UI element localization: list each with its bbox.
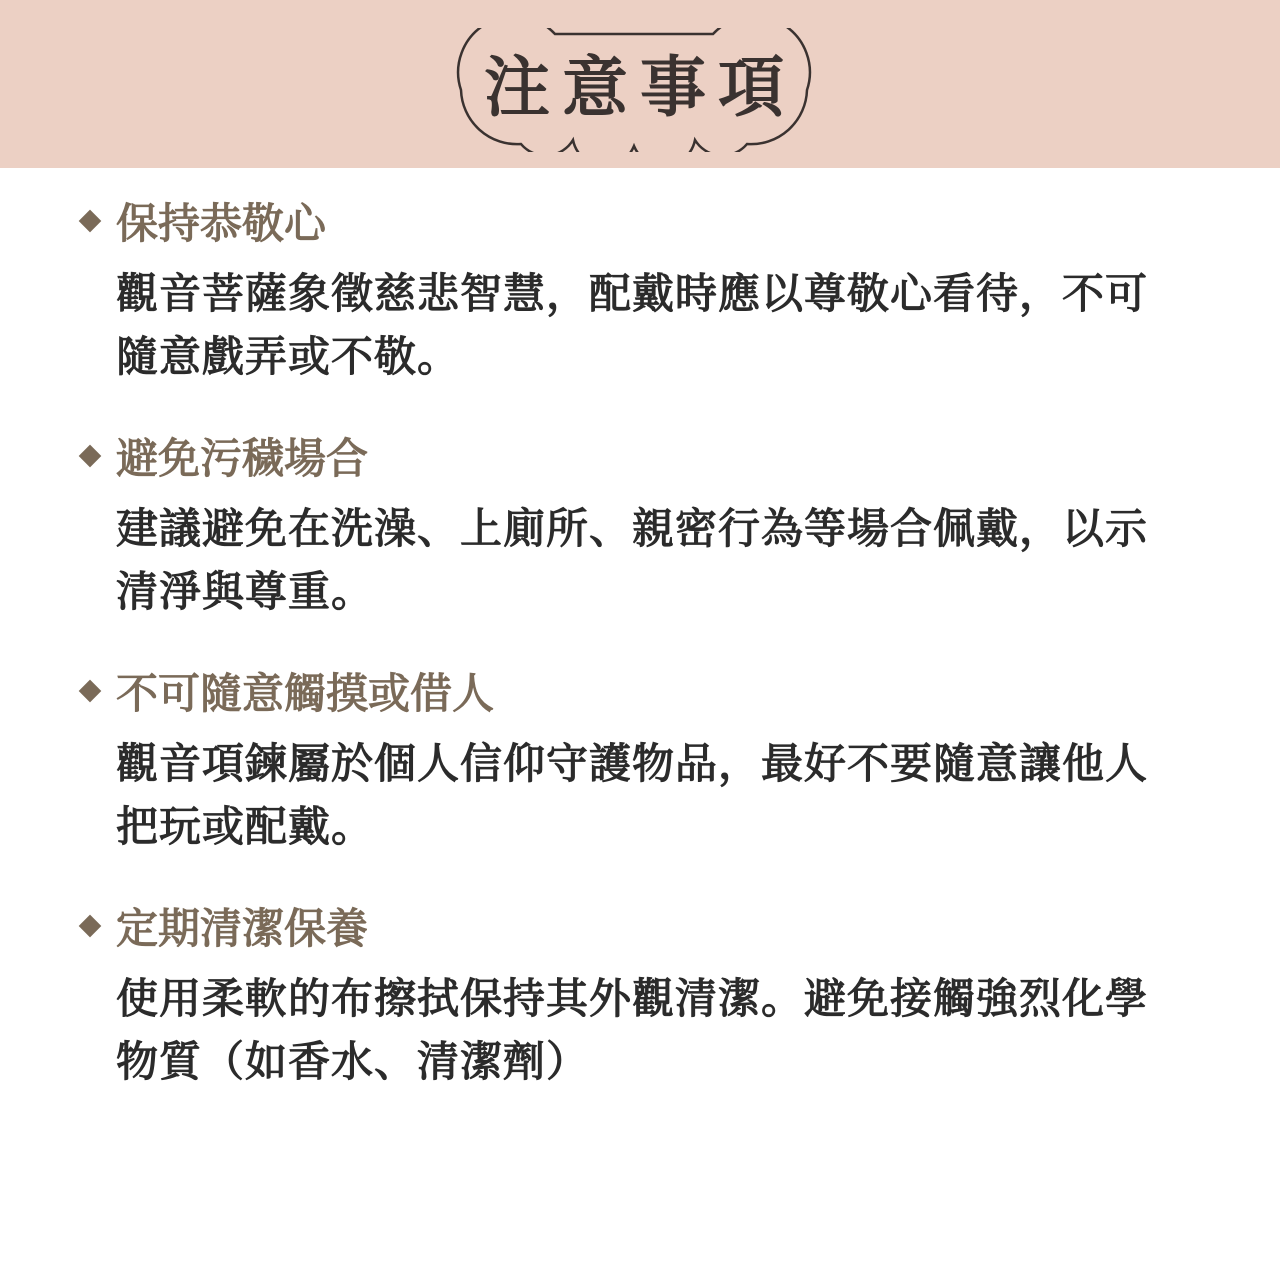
section-body bbox=[116, 967, 1216, 1093]
body-line: 把玩或配戴。 bbox=[116, 802, 375, 851]
diamond-bullet-icon bbox=[79, 680, 102, 703]
section-heading: 定期清潔保養 bbox=[116, 904, 369, 953]
diamond-bullet-icon bbox=[79, 445, 102, 468]
note-section bbox=[0, 196, 1280, 431]
body-line: 物質（如香水、清潔劑） bbox=[116, 1037, 590, 1086]
note-section bbox=[0, 666, 1280, 901]
section-body bbox=[116, 497, 1216, 623]
body-line: 隨意戲弄或不敬。 bbox=[116, 332, 461, 381]
body-line: 觀音項鍊屬於個人信仰守護物品，最好不要隨意讓他人 bbox=[116, 739, 1149, 788]
section-body bbox=[116, 262, 1216, 388]
header-band bbox=[0, 0, 1280, 168]
body-line: 建議避免在洗澡、上廁所、親密行為等場合佩戴，以示 bbox=[116, 504, 1149, 553]
diamond-bullet-icon bbox=[79, 915, 102, 938]
section-heading: 不可隨意觸摸或借人 bbox=[116, 669, 495, 718]
diamond-bullet-icon bbox=[79, 210, 102, 233]
notes-list bbox=[0, 196, 1280, 1136]
note-section bbox=[0, 901, 1280, 1136]
page-title: 注意事項 bbox=[484, 49, 796, 126]
body-line: 觀音菩薩象徵慈悲智慧，配戴時應以尊敬心看待，不可 bbox=[116, 269, 1149, 318]
note-section bbox=[0, 431, 1280, 666]
section-body bbox=[116, 732, 1216, 858]
body-line: 使用柔軟的布擦拭保持其外觀清潔。避免接觸強烈化學 bbox=[116, 974, 1149, 1023]
section-heading: 保持恭敬心 bbox=[116, 199, 327, 248]
section-heading: 避免污穢場合 bbox=[116, 434, 369, 483]
body-line: 清淨與尊重。 bbox=[116, 567, 375, 616]
title-badge bbox=[455, 28, 813, 152]
